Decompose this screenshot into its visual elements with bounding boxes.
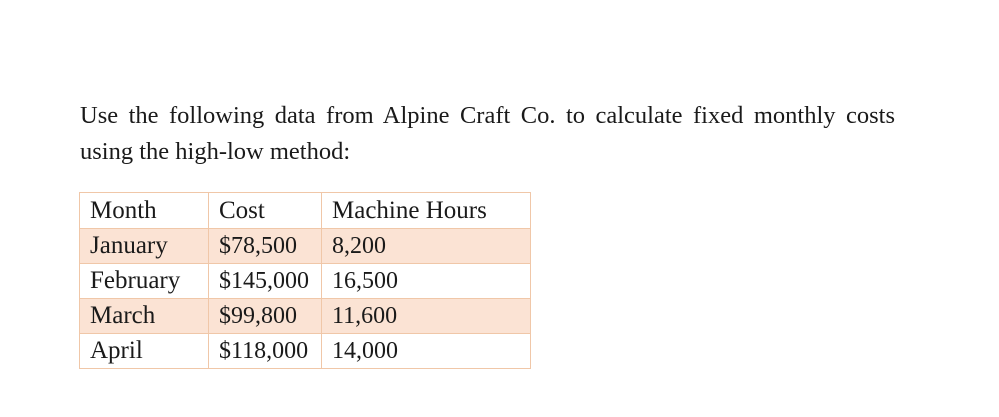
header-cost: Cost [209, 193, 322, 229]
cell-month: January [80, 229, 209, 264]
cell-cost: $145,000 [209, 264, 322, 299]
header-month: Month [80, 193, 209, 229]
cell-cost: $78,500 [209, 229, 322, 264]
cell-cost: $118,000 [209, 334, 322, 369]
cell-hours: 11,600 [322, 299, 531, 334]
table-row [80, 229, 531, 264]
cell-month: April [80, 334, 209, 369]
cell-month: March [80, 299, 209, 334]
cell-hours: 16,500 [322, 264, 531, 299]
table-header-row [80, 193, 531, 229]
data-table [79, 192, 531, 369]
header-machine-hours: Machine Hours [322, 193, 531, 229]
table-row [80, 264, 531, 299]
table-row [80, 334, 531, 369]
cell-cost: $99,800 [209, 299, 322, 334]
table-row [80, 299, 531, 334]
cell-month: February [80, 264, 209, 299]
cell-hours: 14,000 [322, 334, 531, 369]
question-text: Use the following data from Alpine Craft Co. to calculate fixed monthly costs using the high-low method: [80, 102, 895, 165]
cell-hours: 8,200 [322, 229, 531, 264]
